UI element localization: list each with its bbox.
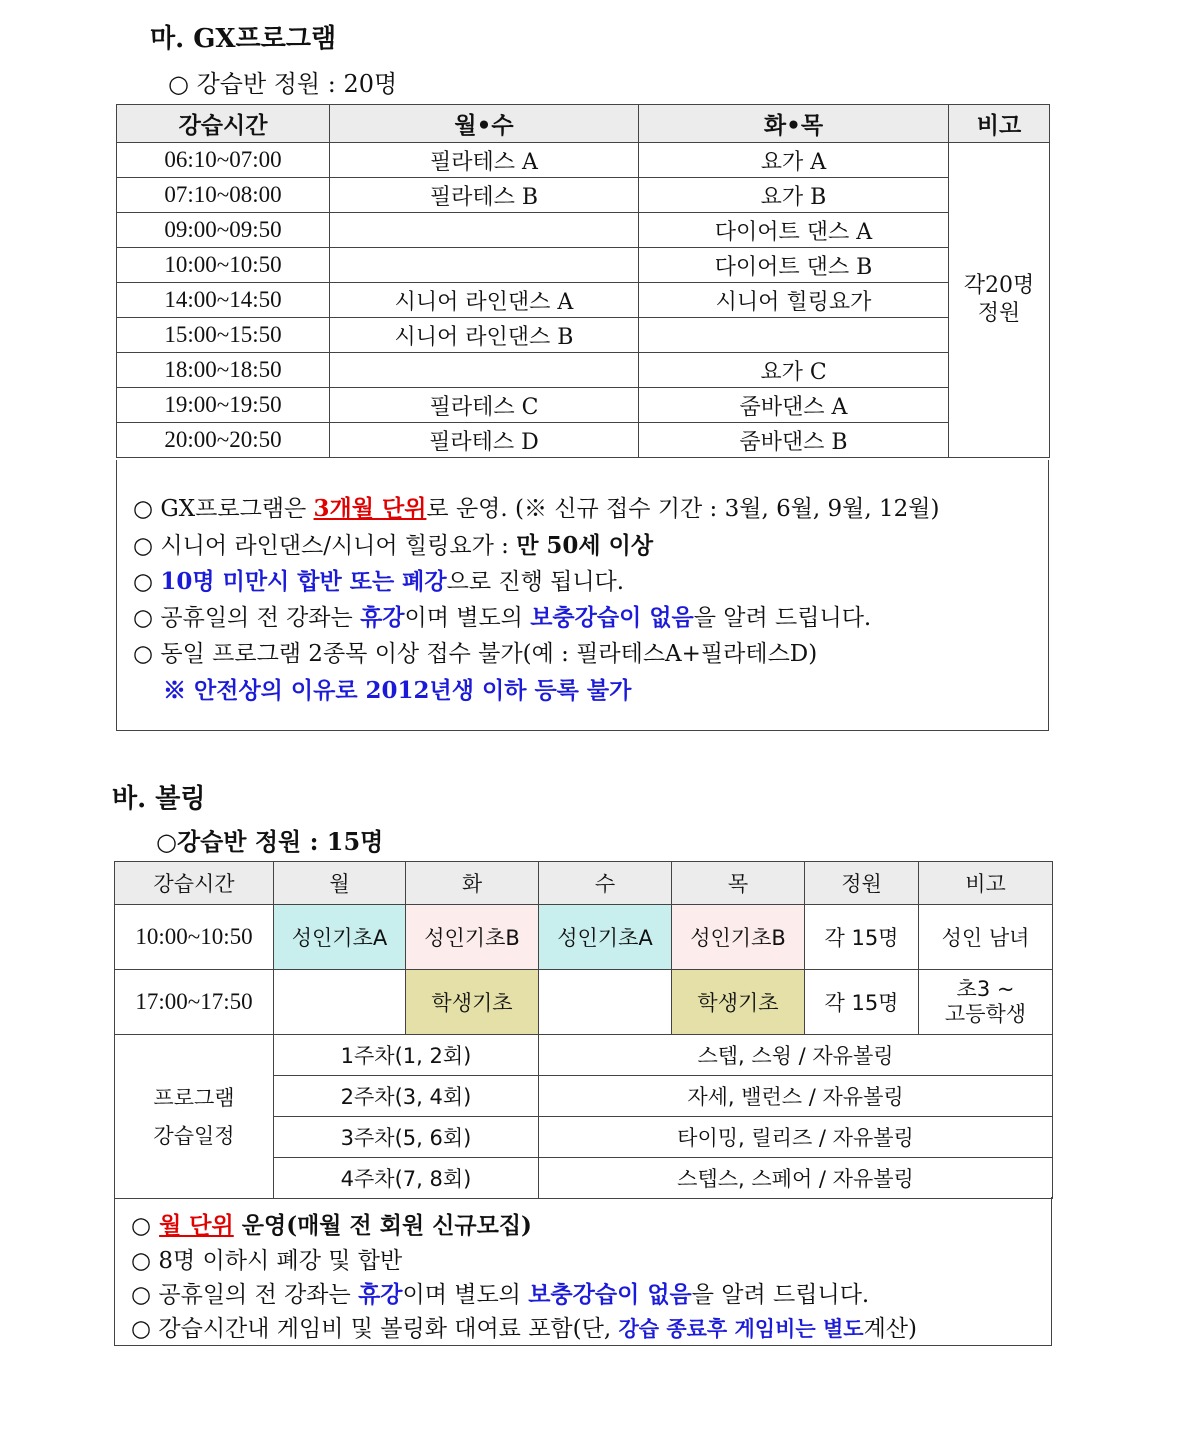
gx-header-row [117, 105, 1050, 143]
note-text: 으로 진행 됩니다. [446, 569, 625, 595]
note-text: 을 알려 드립니다. [693, 605, 872, 631]
table-row [117, 388, 1050, 423]
gx-time-cell: 18:00~18:50 [117, 353, 330, 388]
note-text: 이며 별도의 [402, 1282, 529, 1308]
note-bold: 만 50세 이상 [516, 532, 654, 559]
schedule-content-cell: 스텝, 스윙 / 자유볼링 [539, 1035, 1053, 1076]
gx-capacity: ○ 강습반 정원 : 20명 [168, 70, 398, 98]
note-highlight-blue: 보충강습이 없음 [530, 604, 694, 631]
gx-header-tue-thu: 화•목 [639, 105, 949, 143]
bowling-header-mon: 월 [274, 862, 406, 905]
table-row [117, 353, 1050, 388]
bowling-time-cell: 10:00~10:50 [115, 905, 274, 970]
gx-time-cell: 06:10~07:00 [117, 143, 330, 178]
gx-mw-cell: 필라테스 C [330, 388, 639, 423]
note-text: ○ [131, 1212, 160, 1239]
gx-heading: 마. GX프로그램 [150, 24, 337, 54]
bowling-wed-cell: 성인기초A [539, 905, 672, 970]
bowling-schedule-table [114, 861, 1053, 1199]
note-text: 계산) [863, 1316, 917, 1342]
bowling-note-monthly [131, 1207, 532, 1240]
note-text: 로 운영. (※ 신규 접수 기간 : 3월, 6월, 9월, 12월) [426, 496, 940, 522]
schedule-content-cell: 스텝스, 스페어 / 자유볼링 [539, 1158, 1053, 1199]
bowling-tue-cell: 학생기초 [406, 970, 539, 1035]
gx-tt-cell: 줌바댄스 A [639, 388, 949, 423]
schedule-label-line1: 프로그램 [153, 1085, 235, 1110]
table-row [117, 283, 1050, 318]
bowling-thu-cell: 학생기초 [672, 970, 805, 1035]
gx-note-line2: 정원 [977, 301, 1021, 326]
note-text: ○ 동일 프로그램 2종목 이상 접수 불가(예 : 필라테스A+필라테스D) [133, 641, 818, 667]
table-row [117, 143, 1050, 178]
note-text: ○ 공휴일의 전 강좌는 [133, 605, 361, 631]
note-highlight-blue: 보충강습이 없음 [528, 1281, 692, 1308]
gx-note-line1: 각20명 [963, 273, 1035, 298]
bowling-header-row [115, 862, 1053, 905]
gx-time-cell: 09:00~09:50 [117, 213, 330, 248]
bowling-heading: 바. 볼링 [112, 784, 206, 814]
table-row [115, 905, 1053, 970]
bowling-capacity: ○강습반 정원 : 15명 [156, 827, 384, 856]
gx-tt-cell: 다이어트 댄스 B [639, 248, 949, 283]
schedule-content-cell: 자세, 밸런스 / 자유볼링 [539, 1076, 1053, 1117]
gx-note-period [133, 490, 939, 523]
gx-note-cell [949, 143, 1050, 458]
table-row [115, 1035, 1053, 1076]
note-text: ○ 8명 이하시 폐강 및 합반 [131, 1248, 403, 1274]
bowling-note-cancel [131, 1242, 402, 1275]
gx-time-cell: 07:10~08:00 [117, 178, 330, 213]
table-row [117, 248, 1050, 283]
gx-tt-cell [639, 318, 949, 353]
gx-schedule-table [116, 104, 1050, 458]
bowling-mon-cell [274, 970, 406, 1035]
schedule-week-cell: 2주차(3, 4회) [274, 1076, 539, 1117]
gx-time-cell: 10:00~10:50 [117, 248, 330, 283]
gx-time-cell: 19:00~19:50 [117, 388, 330, 423]
note-text: ○ GX프로그램은 [133, 496, 314, 522]
note-text: ○ 시니어 라인댄스/시니어 힐링요가 : [133, 533, 517, 559]
schedule-label-line2: 강습일정 [153, 1123, 235, 1148]
gx-time-cell: 15:00~15:50 [117, 318, 330, 353]
schedule-week-cell: 1주차(1, 2회) [274, 1035, 539, 1076]
schedule-week-cell: 3주차(5, 6회) [274, 1117, 539, 1158]
gx-mw-cell: 필라테스 D [330, 423, 639, 458]
bowling-note-cell: 성인 남녀 [919, 905, 1053, 970]
note-highlight-blue: 강습 종료후 게임비는 별도 [618, 1317, 864, 1341]
bowling-wed-cell [539, 970, 672, 1035]
gx-mw-cell: 시니어 라인댄스 B [330, 318, 639, 353]
gx-note-holiday [133, 599, 871, 632]
gx-mw-cell: 필라테스 B [330, 178, 639, 213]
bowling-note-fee [131, 1310, 917, 1343]
bowling-mon-cell: 성인기초A [274, 905, 406, 970]
gx-mw-cell [330, 248, 639, 283]
gx-time-cell: 14:00~14:50 [117, 283, 330, 318]
gx-tt-cell: 요가 C [639, 353, 949, 388]
gx-mw-cell: 필라테스 A [330, 143, 639, 178]
bowling-header-time: 강습시간 [115, 862, 274, 905]
gx-mw-cell [330, 213, 639, 248]
bowling-note-line1: 초3 ~ [956, 977, 1015, 1001]
table-row [117, 318, 1050, 353]
gx-tt-cell: 시니어 힐링요가 [639, 283, 949, 318]
gx-mw-cell: 시니어 라인댄스 A [330, 283, 639, 318]
schedule-week-cell: 4주차(7, 8회) [274, 1158, 539, 1199]
table-row [117, 178, 1050, 213]
gx-tt-cell: 줌바댄스 B [639, 423, 949, 458]
gx-tt-cell: 요가 A [639, 143, 949, 178]
bowling-header-note: 비고 [919, 862, 1053, 905]
note-bold: 운영(매월 전 회원 신규모집) [233, 1212, 532, 1239]
bowling-schedule-label [115, 1035, 274, 1199]
bowling-thu-cell: 성인기초B [672, 905, 805, 970]
note-text: ○ [133, 569, 161, 595]
note-highlight-blue: 휴강 [358, 1281, 403, 1308]
gx-tt-cell: 요가 B [639, 178, 949, 213]
bowling-note-holiday [131, 1276, 869, 1309]
gx-header-note: 비고 [949, 105, 1050, 143]
bowling-time-cell: 17:00~17:50 [115, 970, 274, 1035]
table-row [115, 970, 1053, 1035]
note-highlight-blue: 10명 미만시 합반 또는 폐강 [160, 568, 447, 595]
note-highlight-blue: ※ 안전상의 이유로 2012년생 이하 등록 불가 [163, 677, 632, 704]
note-highlight-red: 월 단위 [159, 1212, 234, 1239]
gx-note-safety [163, 672, 631, 705]
bowling-capacity-cell: 각 15명 [805, 905, 919, 970]
gx-tt-cell: 다이어트 댄스 A [639, 213, 949, 248]
bowling-header-thu: 목 [672, 862, 805, 905]
gx-note-age [133, 527, 653, 560]
table-row [117, 213, 1050, 248]
note-text: 을 알려 드립니다. [691, 1282, 870, 1308]
gx-note-merge [133, 563, 624, 596]
gx-time-cell: 20:00~20:50 [117, 423, 330, 458]
bowling-tue-cell: 성인기초B [406, 905, 539, 970]
bowling-note-line2: 고등학생 [944, 1002, 1027, 1026]
schedule-content-cell: 타이밍, 릴리즈 / 자유볼링 [539, 1117, 1053, 1158]
note-text: ○ 강습시간내 게임비 및 볼링화 대여료 포함(단, [131, 1316, 619, 1342]
table-row [117, 423, 1050, 458]
bowling-header-tue: 화 [406, 862, 539, 905]
bowling-header-wed: 수 [539, 862, 672, 905]
gx-note-duplicate [133, 635, 817, 668]
bowling-note-cell [919, 970, 1053, 1035]
note-text: 이며 별도의 [404, 605, 531, 631]
bowling-header-capacity: 정원 [805, 862, 919, 905]
bowling-capacity-cell: 각 15명 [805, 970, 919, 1035]
gx-header-time: 강습시간 [117, 105, 330, 143]
gx-notes-box [116, 460, 1049, 731]
gx-mw-cell [330, 353, 639, 388]
gx-header-mon-wed: 월•수 [330, 105, 639, 143]
note-highlight-red: 3개월 단위 [313, 495, 427, 522]
note-text: ○ 공휴일의 전 강좌는 [131, 1282, 359, 1308]
note-highlight-blue: 휴강 [360, 604, 405, 631]
bowling-notes-box [114, 1197, 1052, 1346]
